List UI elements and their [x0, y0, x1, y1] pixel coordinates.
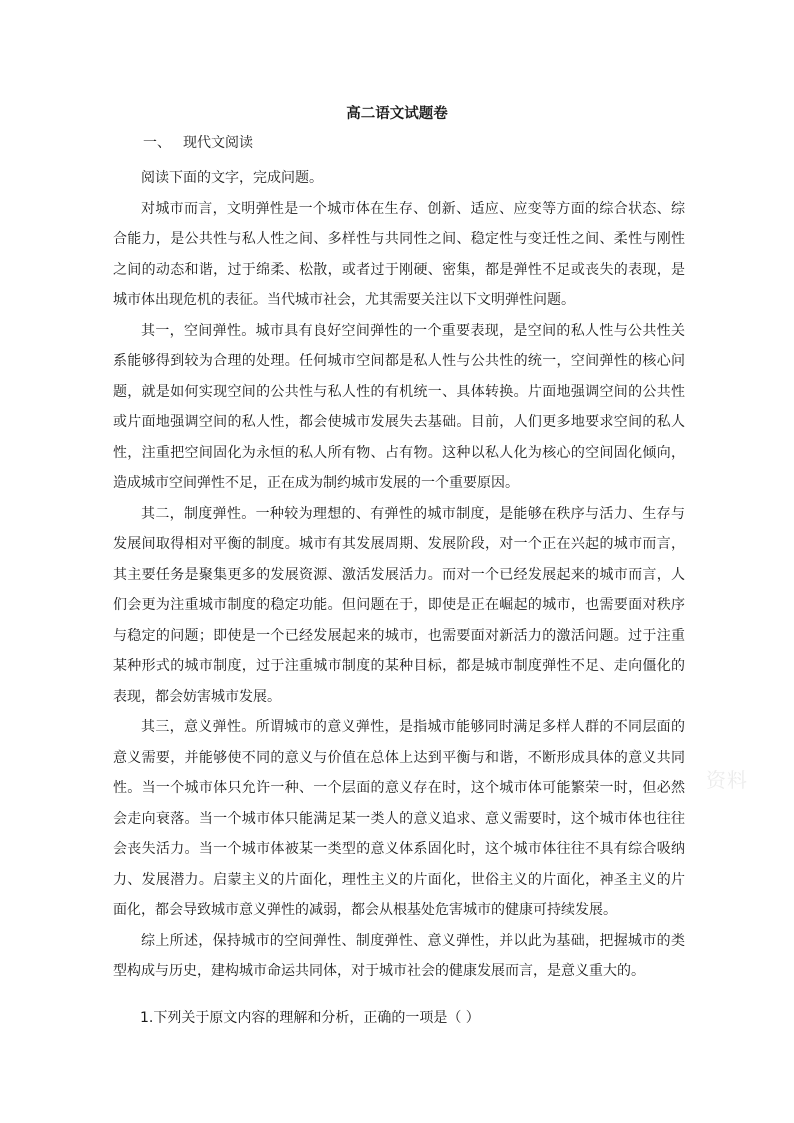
instruction-paragraph: 阅读下面的文字，完成问题。	[141, 170, 323, 186]
section-heading	[143, 133, 253, 153]
section-title: 现代文阅读	[183, 135, 253, 151]
passage-paragraph: 其一，空间弹性。城市具有良好空间弹性的一个重要表现，是空间的私人性与公共性关系能够得到较为合理的处理。任何城市空间都是私人性与公共性的统一，空间弹性的核心问题，就是如何实现空间的公共性与私人性的有机统一、具体转换。片面地强调空间的公共性或片面地强调空间的私人性，都会使城市发展失去基础。目前，人们更多地要求空间的私人性，注重把空间固化为永恒的私人所有物、占有物。这种以私人化为核心的空间固化倾向，造成城市空间弹性不足，正在成为制约城市发展的一个重要原因。	[113, 322, 685, 491]
section-number: 一、	[143, 135, 171, 151]
passage-paragraph: 其二，制度弹性。一种较为理想的、有弹性的城市制度，是能够在秩序与活力、生存与发展间取得相对平衡的制度。城市有其发展周期、发展阶段，对一个正在兴起的城市而言，其主要任务是聚集更多的发展资源、激活发展活力。而对一个已经发展起来的城市而言，人们会更为注重城市制度的稳定功能。但问题在于，即使是正在崛起的城市，也需要面对秩序与稳定的问题；即使是一个已经发展起来的城市，也需要面对新活力的激活问题。过于注重某种形式的城市制度，过于注重城市制度的某种目标，都是城市制度弹性不足、走向僵化的表现，都会妨害城市发展。	[113, 505, 685, 705]
exam-title: 高二语文试题卷	[346, 106, 448, 122]
question-1: 1.下列关于原文内容的理解和分析，正确的一项是（ ）	[140, 1010, 480, 1026]
passage-paragraph: 其三，意义弹性。所谓城市的意义弹性，是指城市能够同时满足多样人群的不同层面的意义需要，并能够使不同的意义与价值在总体上达到平衡与和谐，不断形成具体的意义共同性。当一个城市体只允许一种、一个层面的意义存在时，这个城市体可能繁荣一时，但必然会走向衰落。当一个城市体只能满足某一类人的意义追求、意义需要时，这个城市体也往往会丧失活力。当一个城市体被某一类型的意义体系固化时，这个城市体往往不具有综合吸纳力、发展潜力。启蒙主义的片面化，理性主义的片面化，世俗主义的片面化，神圣主义的片面化，都会导致城市意义弹性的减弱，都会从根基处危害城市的健康可持续发展。	[113, 719, 685, 918]
passage-paragraph: 综上所述，保持城市的空间弹性、制度弹性、意义弹性，并以此为基础，把握城市的类型构成与历史，建构城市命运共同体，对于城市社会的健康发展而言，是意义重大的。	[113, 932, 685, 979]
reading-passage	[113, 163, 685, 987]
passage-paragraph: 对城市而言，文明弹性是一个城市体在生存、创新、适应、应变等方面的综合状态、综合能力，是公共性与私人性之间、多样性与共同性之间、稳定性与变迁性之间、柔性与刚性之间的动态和谐，过于绵柔、松散，或者过于刚硬、密集，都是弹性不足或丧失的表现，是城市体出现危机的表征。当代城市社会，尤其需要关注以下文明弹性问题。	[113, 200, 685, 308]
watermark: 资料	[706, 768, 748, 792]
